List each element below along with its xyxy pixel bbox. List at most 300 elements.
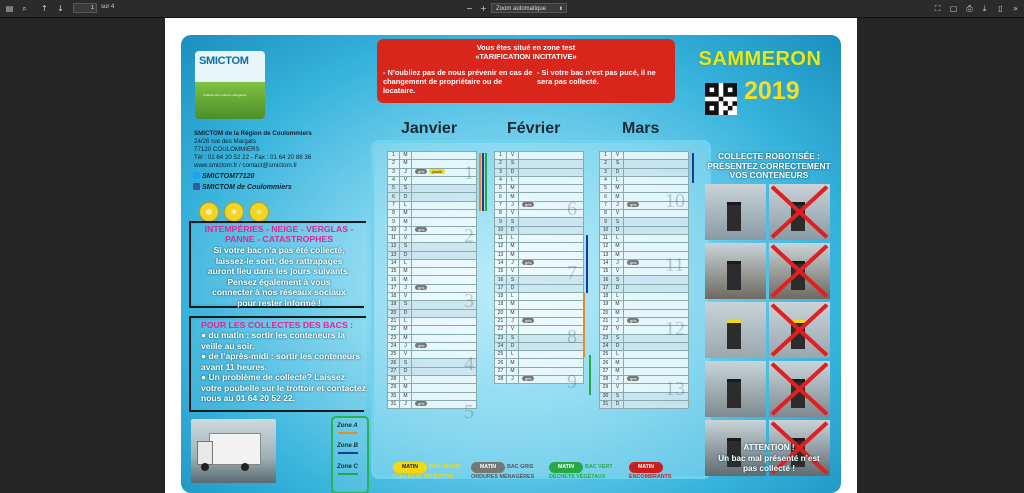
calendar-day-row [388, 185, 477, 193]
robot-title-line: PRÉSENTEZ CORRECTEMENT [707, 160, 831, 171]
calendar-day-row [495, 251, 584, 259]
calendar-day-row [495, 185, 584, 193]
day-letter: V [612, 152, 624, 160]
day-number: 31 [600, 400, 612, 408]
day-number: 16 [495, 276, 507, 284]
day-letter: L [400, 259, 412, 267]
day-letter: J [612, 317, 624, 325]
collection-cell [624, 176, 689, 184]
day-number: 20 [495, 309, 507, 317]
calendar-day-row [600, 243, 689, 251]
collection-pill-gris: gris [415, 343, 427, 348]
day-letter: M [612, 301, 624, 309]
week-number: 11 [665, 254, 685, 276]
collection-cell [519, 185, 584, 193]
day-letter: J [612, 201, 624, 209]
day-letter: V [507, 210, 519, 218]
zone-b-bar [692, 153, 694, 183]
day-letter: L [507, 293, 519, 301]
zoom-in-button[interactable]: + [480, 4, 487, 13]
collection-cell [412, 193, 477, 201]
legend-sub-green: DÉCHETS VÉGÉTAUX [549, 474, 606, 480]
calendar-day-row [388, 210, 477, 218]
day-number: 4 [600, 176, 612, 184]
collection-cell [412, 276, 477, 284]
calendar-day-row [600, 293, 689, 301]
twitter-link[interactable] [193, 171, 292, 182]
notice-title [377, 43, 675, 61]
bookmark-icon[interactable]: ▯ [998, 4, 1003, 13]
day-number: 30 [388, 392, 400, 400]
page-number-input[interactable] [73, 3, 97, 13]
day-letter: L [507, 351, 519, 359]
day-number: 22 [495, 326, 507, 334]
collection-cell [519, 176, 584, 184]
day-number: 14 [600, 259, 612, 267]
collection-cell [519, 301, 584, 309]
zone-b-swatch [338, 452, 358, 454]
day-letter: S [612, 334, 624, 342]
calendar-day-row [495, 284, 584, 292]
day-letter: M [400, 326, 412, 334]
month-title-january: Janvier [401, 120, 458, 137]
calendar-day-row [495, 351, 584, 359]
collection-pill-gris: gris [627, 260, 639, 265]
legend-pill-grey: MATIN [471, 462, 505, 473]
day-letter: M [507, 185, 519, 193]
day-number: 4 [495, 176, 507, 184]
day-letter: M [400, 218, 412, 226]
day-number: 15 [388, 268, 400, 276]
collect-tip-problem: ● Un problème de collecte? Laissez votre poubelle sur le trottoir et contactez nous au 01 64 20 52 22. [201, 372, 366, 403]
collection-pill-gris: gris [627, 376, 639, 381]
day-letter: M [507, 309, 519, 317]
open-file-icon[interactable]: ▢ [949, 4, 958, 13]
day-number: 7 [600, 201, 612, 209]
day-letter: V [507, 326, 519, 334]
calendar-day-row [388, 259, 477, 267]
collect-tips-title: POUR LES COLLECTES DES BACS : [201, 320, 354, 330]
facebook-name: SMICTOM de Coulommiers [202, 184, 292, 191]
tools-icon[interactable]: » [1013, 4, 1018, 13]
facebook-link[interactable] [193, 182, 292, 193]
day-letter: D [612, 284, 624, 292]
day-letter: S [507, 218, 519, 226]
day-number: 28 [388, 376, 400, 384]
day-number: 19 [388, 301, 400, 309]
zoom-select[interactable] [491, 3, 567, 13]
week-number: 8 [567, 326, 577, 348]
day-letter: M [612, 359, 624, 367]
collection-cell [412, 259, 477, 267]
collection-pill-gris: gris [522, 376, 534, 381]
day-letter: J [400, 400, 412, 408]
zone-a-label: Zone A [337, 422, 358, 429]
day-letter: D [507, 284, 519, 292]
day-number: 19 [600, 301, 612, 309]
day-letter: M [612, 309, 624, 317]
truck-body [209, 433, 261, 465]
day-number: 29 [600, 384, 612, 392]
day-number: 12 [600, 243, 612, 251]
collection-cell [624, 351, 689, 359]
org-street: 24/26 rue des Margats [194, 138, 256, 146]
day-number: 5 [388, 185, 400, 193]
page-count-label: sur 4 [101, 4, 115, 10]
attention-line: pas collecté ! [743, 464, 795, 473]
day-letter: J [400, 168, 412, 176]
download-icon[interactable]: ⤓ [982, 3, 987, 13]
twitter-icon [193, 172, 200, 179]
day-letter: V [612, 384, 624, 392]
day-number: 20 [600, 309, 612, 317]
day-letter: D [612, 168, 624, 176]
collection-cell [412, 251, 477, 259]
day-number: 8 [388, 210, 400, 218]
bin-correct-photo [705, 184, 766, 240]
town-name: SAMMERON [698, 48, 822, 70]
day-letter: M [400, 152, 412, 160]
collection-cell [624, 276, 689, 284]
wind-icon: ✧ [249, 202, 269, 222]
zone-c-bar [589, 355, 591, 395]
month-title-march: Mars [622, 120, 660, 137]
collection-pill-gris: gris [415, 227, 427, 232]
day-number: 2 [388, 160, 400, 168]
day-number: 26 [495, 359, 507, 367]
divider-line [189, 410, 364, 412]
calendar-day-row [495, 359, 584, 367]
next-page-icon[interactable]: ↓ [57, 4, 64, 13]
calendar-day-row [495, 234, 584, 242]
day-letter: M [612, 367, 624, 375]
month-title-february: Février [507, 120, 561, 137]
week-number: 4 [464, 353, 474, 375]
zone-b-bar [586, 235, 588, 293]
day-letter: M [400, 334, 412, 342]
day-letter: S [400, 301, 412, 309]
day-number: 27 [388, 367, 400, 375]
organisation-address [194, 130, 364, 170]
day-number: 6 [388, 193, 400, 201]
day-number: 1 [388, 152, 400, 160]
week-number: 13 [665, 378, 685, 400]
day-letter: D [400, 251, 412, 259]
day-letter: M [612, 185, 624, 193]
week-number: 6 [567, 198, 577, 220]
collection-pill-gris: gris [415, 285, 427, 290]
collection-cell [412, 201, 477, 209]
day-letter: L [400, 317, 412, 325]
calendar-day-row [388, 376, 477, 384]
day-letter: L [400, 376, 412, 384]
day-letter: D [507, 342, 519, 350]
day-letter: M [612, 193, 624, 201]
collection-cell [624, 293, 689, 301]
snowflake-icon: ❄ [199, 202, 219, 222]
day-number: 10 [388, 226, 400, 234]
calendar-day-row [600, 301, 689, 309]
notice-title-line: Vous êtes situé en zone test [476, 43, 576, 52]
week-number: 12 [665, 318, 685, 340]
day-number: 24 [600, 342, 612, 350]
collect-tip-afternoon: ● de l’après-midi : sortir les conteneurs avant 11 heures. [201, 351, 361, 372]
collection-cell [412, 152, 477, 160]
calendar-day-row [495, 160, 584, 168]
calendar-day-row [388, 334, 477, 342]
day-letter: M [507, 243, 519, 251]
collect-tips-box [191, 320, 367, 410]
sun-icon: ☀ [224, 202, 244, 222]
day-number: 22 [600, 326, 612, 334]
day-letter: M [507, 359, 519, 367]
day-letter: D [400, 193, 412, 201]
social-links [193, 171, 292, 193]
collection-cell [519, 359, 584, 367]
day-number: 17 [495, 284, 507, 292]
bin-incorrect-photo [769, 361, 830, 417]
day-letter: S [400, 185, 412, 193]
legend-label-green: BAC VERT [585, 464, 613, 470]
day-number: 24 [495, 342, 507, 350]
cross-icon [769, 302, 830, 358]
collection-pill-jaune: jaune [429, 169, 445, 174]
day-letter: M [400, 268, 412, 276]
collection-cell [412, 392, 477, 400]
day-number: 6 [600, 193, 612, 201]
collection-cell [624, 301, 689, 309]
cross-icon [769, 361, 830, 417]
calendar-day-row [495, 309, 584, 317]
collection-cell [624, 168, 689, 176]
day-number: 15 [600, 268, 612, 276]
truck-wheel [241, 463, 249, 471]
attention-line: ATTENTION ! [743, 443, 795, 452]
twitter-handle: SMICTOM77120 [202, 173, 255, 180]
collection-pill-gris: gris [627, 202, 639, 207]
day-number: 27 [495, 367, 507, 375]
calendar-day-row [388, 251, 477, 259]
day-number: 11 [495, 234, 507, 242]
notice-title-line: «TARIFICATION INCITATIVE» [475, 52, 577, 61]
day-number: 5 [495, 185, 507, 193]
zones-legend [331, 416, 369, 493]
day-number: 10 [495, 226, 507, 234]
sidebar-toggle-icon[interactable]: ▤ [5, 4, 14, 13]
day-letter: V [612, 326, 624, 334]
day-number: 31 [388, 400, 400, 408]
day-number: 19 [495, 301, 507, 309]
day-letter: J [612, 259, 624, 267]
collection-cell [624, 152, 689, 160]
day-letter: S [507, 160, 519, 168]
collection-pill-gris: gris [522, 260, 534, 265]
collection-cell [412, 342, 477, 350]
calendar-day-row [388, 326, 477, 334]
calendar-day-row [600, 359, 689, 367]
zone-b-label: Zone B [337, 442, 358, 449]
collection-cell [412, 334, 477, 342]
calendar-day-row [495, 293, 584, 301]
day-letter: S [507, 276, 519, 284]
collection-cell [624, 367, 689, 375]
bin-correct-photo [705, 302, 766, 358]
legend-pill-red: MATIN [629, 462, 663, 473]
day-number: 26 [600, 359, 612, 367]
day-number: 4 [388, 176, 400, 184]
day-letter: L [507, 176, 519, 184]
trash-bin-icon [727, 320, 741, 349]
day-number: 18 [495, 293, 507, 301]
day-number: 30 [600, 392, 612, 400]
day-letter: L [507, 234, 519, 242]
day-letter: V [400, 234, 412, 242]
legend-sub-red: ENCOMBRANTS [629, 474, 672, 480]
day-number: 14 [388, 259, 400, 267]
day-number: 7 [495, 201, 507, 209]
calendar-day-row [388, 152, 477, 160]
bin-correct-photo [705, 361, 766, 417]
attention-line: Un bac mal présenté n’est [718, 453, 820, 463]
day-letter: D [612, 400, 624, 408]
org-city: 77120 COULOMMIERS [194, 146, 260, 154]
calendar-day-row [600, 367, 689, 375]
collection-cell [412, 376, 477, 384]
day-number: 8 [495, 210, 507, 218]
collection-cell [624, 342, 689, 350]
collection-pill-gris: gris [522, 318, 534, 323]
day-number: 13 [600, 251, 612, 259]
collection-cell [412, 210, 477, 218]
day-number: 27 [600, 367, 612, 375]
legend-pill-green: MATIN [549, 462, 583, 473]
day-number: 23 [388, 334, 400, 342]
collection-cell [624, 234, 689, 242]
day-number: 1 [600, 152, 612, 160]
divider-line [191, 316, 366, 318]
calendar-day-row [388, 317, 477, 325]
incentive-tariff-notice [377, 39, 675, 103]
collection-cell [519, 293, 584, 301]
day-letter: S [612, 160, 624, 168]
zone-c-label: Zone C [337, 463, 358, 470]
day-number: 17 [600, 284, 612, 292]
collection-cell [412, 384, 477, 392]
qr-code-icon [705, 83, 737, 115]
calendar-day-row [495, 243, 584, 251]
day-number: 17 [388, 284, 400, 292]
trash-bin-icon [727, 379, 741, 408]
collect-tip-evening: ● du matin : sortir les conteneurs la veille au soir. [201, 330, 345, 351]
presentation-icon[interactable]: ⛶ [934, 3, 941, 13]
calendar-day-row [600, 400, 689, 408]
calendar-day-row [495, 168, 584, 176]
collection-cell [412, 326, 477, 334]
day-letter: S [612, 392, 624, 400]
day-letter: J [400, 284, 412, 292]
day-number: 11 [600, 234, 612, 242]
calendar-day-row [600, 218, 689, 226]
day-number: 9 [388, 218, 400, 226]
collection-cell [624, 309, 689, 317]
day-number: 12 [388, 243, 400, 251]
collection-cell [412, 317, 477, 325]
collection-cell [412, 185, 477, 193]
org-name: SMICTOM de la Région de Coulommiers [194, 130, 312, 137]
bin-incorrect-photo [769, 184, 830, 240]
collection-cell [412, 268, 477, 276]
day-letter: L [612, 351, 624, 359]
day-letter: V [612, 268, 624, 276]
calendar-day-row [600, 351, 689, 359]
calendar-day-row [495, 301, 584, 309]
zoom-out-button[interactable]: − [466, 4, 473, 13]
day-letter: V [612, 210, 624, 218]
legend-sub-yellow: COLLECTE SÉLECTIVE [393, 474, 454, 480]
week-number: 3 [464, 290, 474, 312]
day-number: 16 [600, 276, 612, 284]
day-number: 13 [388, 251, 400, 259]
day-number: 1 [495, 152, 507, 160]
weather-body: Si votre bac n’a pas été collecté, laissez-le sorti, des rattrapages auront lieu dans les jours suivants. Pensez également à vous connecter à nos réseaux sociaux pour rester informé ! [207, 245, 351, 308]
previous-page-icon[interactable]: ↑ [41, 4, 48, 13]
calendar-day-row [600, 176, 689, 184]
pdf-page [165, 18, 857, 493]
day-letter: M [612, 251, 624, 259]
collection-cell [624, 226, 689, 234]
calendar-day-row [600, 168, 689, 176]
day-number: 24 [388, 342, 400, 350]
zone-b-bar [482, 153, 484, 211]
day-number: 8 [600, 210, 612, 218]
garbage-truck-photo [191, 419, 276, 483]
legend-label-grey: BAC GRIS [507, 464, 534, 470]
collection-cell [624, 160, 689, 168]
day-letter: J [400, 342, 412, 350]
week-number: 7 [567, 262, 577, 284]
collection-cell [519, 251, 584, 259]
day-number: 29 [388, 384, 400, 392]
calendar-day-row [388, 201, 477, 209]
day-letter: J [400, 226, 412, 234]
find-icon[interactable]: ⌕ [22, 3, 27, 13]
day-letter: L [612, 176, 624, 184]
day-letter: M [400, 160, 412, 168]
org-web: www.smictom.fr / contact@smictom.fr [194, 162, 298, 170]
day-number: 12 [495, 243, 507, 251]
day-letter: J [612, 376, 624, 384]
logo-tagline: Collecte des ordures ménagères [203, 93, 247, 97]
day-letter: V [507, 152, 519, 160]
chevron-down-icon: ⬍ [558, 6, 563, 12]
notice-left-text: - N’oubliez pas de nous prévenir en cas de changement de propriétaire ou de locataire. [383, 68, 533, 95]
zone-a-bar [479, 153, 481, 211]
calendar-day-row [600, 309, 689, 317]
collection-cell [519, 284, 584, 292]
day-number: 3 [600, 168, 612, 176]
collection-pill-gris: gris [522, 202, 534, 207]
day-number: 5 [600, 185, 612, 193]
day-number: 3 [495, 168, 507, 176]
day-letter: M [400, 384, 412, 392]
trash-bin-icon [727, 261, 741, 290]
document-viewer[interactable] [0, 18, 1024, 493]
day-number: 6 [495, 193, 507, 201]
print-icon[interactable]: ⎙ [966, 3, 973, 13]
bin-correct-photo [705, 243, 766, 299]
day-letter: D [507, 226, 519, 234]
day-number: 16 [388, 276, 400, 284]
